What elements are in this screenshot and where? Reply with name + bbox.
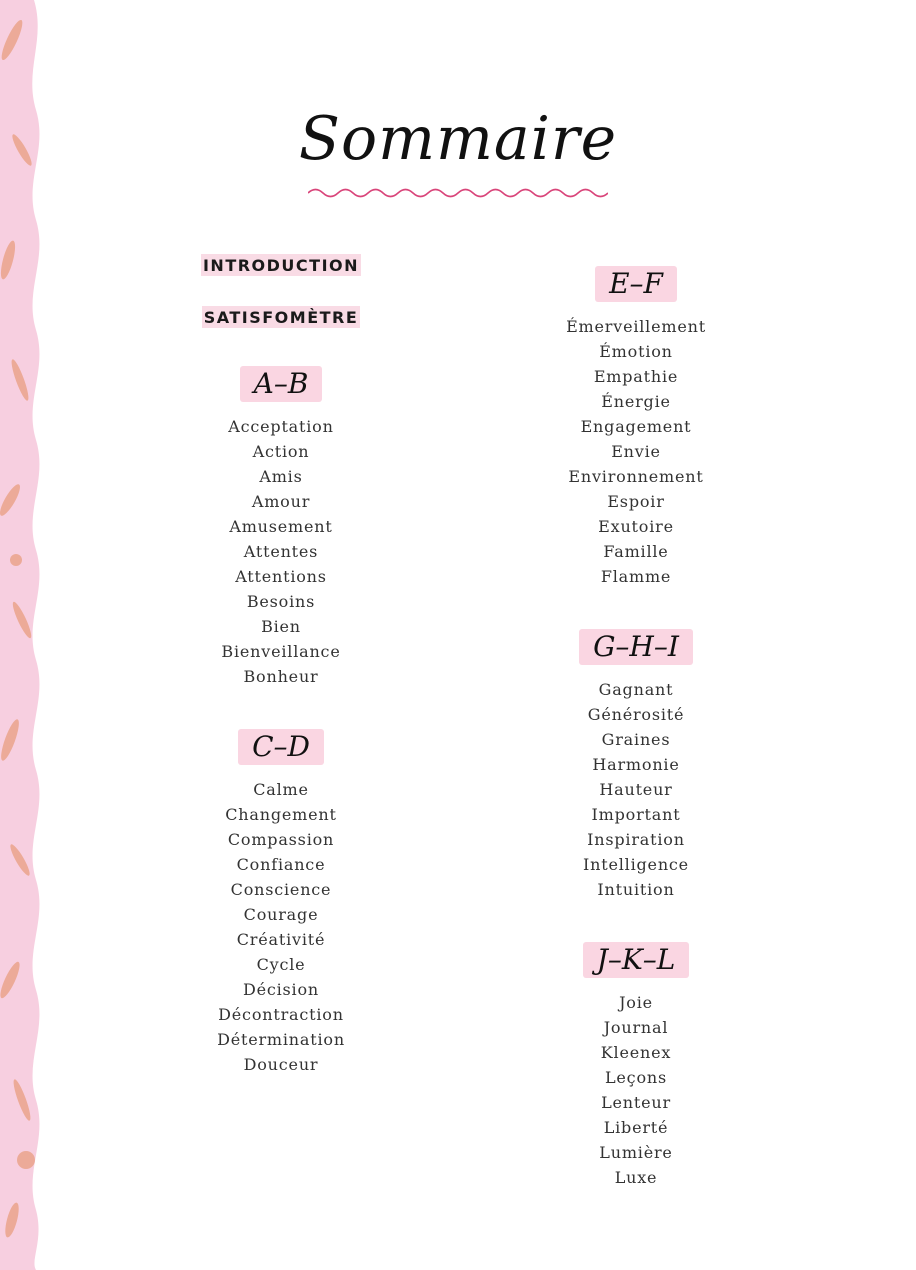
toc-entry[interactable]: Luxe xyxy=(614,1168,658,1187)
section-heading: E–F xyxy=(595,266,677,302)
toc-entry[interactable]: Liberté xyxy=(603,1118,669,1137)
toc-entry[interactable]: Graines xyxy=(601,730,671,749)
section-heading: J–K–L xyxy=(583,942,690,978)
decorative-border xyxy=(0,0,48,1270)
toc-entry[interactable]: Lenteur xyxy=(601,1093,671,1112)
section-heading: C–D xyxy=(238,729,324,765)
toc-entry[interactable]: Générosité xyxy=(587,705,685,724)
toc-entry[interactable]: Compassion xyxy=(227,830,335,849)
right-column xyxy=(526,266,746,1230)
toc-entry[interactable]: Confiance xyxy=(236,855,326,874)
toc-entry[interactable]: Amusement xyxy=(229,517,333,536)
toc-entry[interactable]: Intuition xyxy=(597,880,675,899)
left-column xyxy=(171,254,391,1117)
toc-entry[interactable]: Bonheur xyxy=(243,667,319,686)
toc-entry[interactable]: Acceptation xyxy=(228,417,334,436)
toc-entry[interactable]: Engagement xyxy=(580,417,692,436)
toc-entry[interactable]: Créativité xyxy=(236,930,326,949)
toc-entry[interactable]: Détermination xyxy=(217,1030,345,1049)
toc-entry[interactable]: Bien xyxy=(261,617,301,636)
toc-entry[interactable]: Intelligence xyxy=(583,855,689,874)
section-e-f xyxy=(526,266,746,589)
toc-entry[interactable]: Attentions xyxy=(235,567,327,586)
toc-entry[interactable]: Kleenex xyxy=(600,1043,672,1062)
toc-entry[interactable]: Joie xyxy=(619,993,653,1012)
section-a-b xyxy=(171,366,391,689)
toc-entry[interactable]: Flamme xyxy=(600,567,672,586)
page-title: Sommaire xyxy=(298,104,618,174)
toc-entry[interactable]: Important xyxy=(591,805,681,824)
toc-entry[interactable]: Action xyxy=(252,442,310,461)
toc-entry[interactable]: Envie xyxy=(611,442,661,461)
toc-entry[interactable]: Lumière xyxy=(599,1143,673,1162)
toc-entry[interactable]: Harmonie xyxy=(592,755,680,774)
toc-entry[interactable]: Énergie xyxy=(601,392,671,411)
toc-entry[interactable]: Environnement xyxy=(568,467,704,486)
toc-entry[interactable]: Courage xyxy=(243,905,319,924)
toc-entry[interactable]: Famille xyxy=(603,542,669,561)
toc-entry[interactable]: Calme xyxy=(253,780,309,799)
toc-entry[interactable]: Douceur xyxy=(243,1055,319,1074)
toc-entry[interactable]: Changement xyxy=(225,805,337,824)
toc-entry[interactable]: Empathie xyxy=(593,367,679,386)
title-underline-wave xyxy=(308,186,608,200)
toc-entry[interactable]: Espoir xyxy=(607,492,665,511)
section-j-k-l xyxy=(526,942,746,1190)
section-g-h-i xyxy=(526,629,746,902)
toc-entry[interactable]: Amis xyxy=(259,467,303,486)
toc-entry[interactable]: Hauteur xyxy=(599,780,673,799)
toc-entry[interactable]: Besoins xyxy=(246,592,316,611)
toc-entry[interactable]: Décontraction xyxy=(218,1005,344,1024)
toc-entry[interactable]: Journal xyxy=(603,1018,669,1037)
toc-entry[interactable]: Attentes xyxy=(243,542,319,561)
toc-entry[interactable]: Émotion xyxy=(599,342,673,361)
toc-entry[interactable]: Conscience xyxy=(230,880,332,899)
toc-entry[interactable]: Gagnant xyxy=(598,680,674,699)
section-c-d xyxy=(171,729,391,1077)
toc-entry[interactable]: Exutoire xyxy=(598,517,674,536)
toc-entry[interactable]: Amour xyxy=(251,492,311,511)
toc-entry[interactable]: Émerveillement xyxy=(566,317,706,336)
toc-entry[interactable]: Décision xyxy=(242,980,320,999)
toc-entry[interactable]: Cycle xyxy=(256,955,306,974)
toc-satisfometre[interactable]: SATISFOMÈTRE xyxy=(203,308,359,327)
section-heading: A–B xyxy=(240,366,323,402)
section-heading: G–H–I xyxy=(579,629,693,665)
toc-introduction[interactable]: INTRODUCTION xyxy=(202,256,360,275)
toc-entry[interactable]: Leçons xyxy=(604,1068,667,1087)
toc-entry[interactable]: Bienveillance xyxy=(221,642,341,661)
toc-entry[interactable]: Inspiration xyxy=(587,830,685,849)
